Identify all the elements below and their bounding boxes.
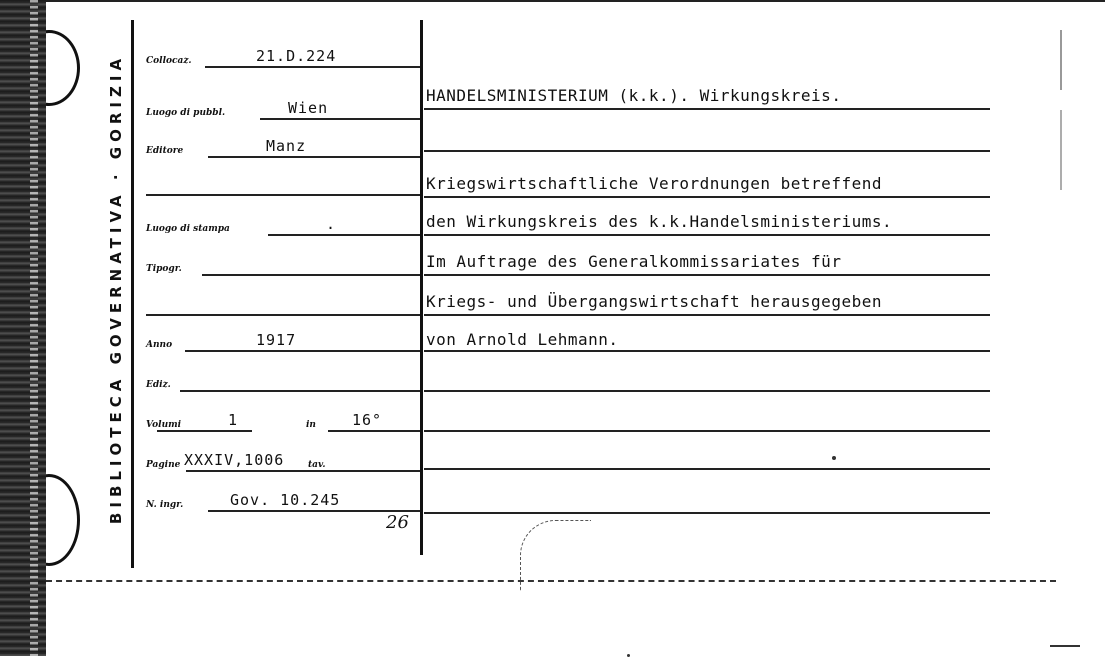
field-rule — [328, 430, 420, 432]
field-rule — [157, 430, 252, 432]
ruled-line — [424, 512, 990, 514]
field-value: . — [326, 215, 337, 233]
field-pagine — [146, 446, 420, 472]
ruled-line — [424, 350, 990, 352]
field-label: Anno — [146, 340, 173, 350]
field-editore — [146, 132, 420, 158]
ink-speck — [832, 456, 836, 460]
field-value: Manz — [266, 137, 307, 155]
field-label: Tipogr. — [146, 264, 182, 274]
field-rule — [202, 274, 420, 276]
ruled-line — [424, 430, 990, 432]
field-label: Pagine — [146, 460, 181, 470]
field-blank — [146, 290, 420, 316]
field-value-format: 16° — [352, 411, 383, 429]
ruled-line — [424, 274, 990, 276]
entry-heading: HANDELSMINISTERIUM (k.k.). Wirkungskreis. — [426, 86, 842, 105]
field-label-in: in — [306, 420, 316, 430]
field-label: Editore — [146, 146, 184, 156]
ruled-line — [424, 314, 990, 316]
field-value: Wien — [288, 99, 329, 117]
card-left-rule — [131, 20, 134, 568]
entry-title-line: Kriegswirtschaftliche Verordnungen betreffend — [426, 174, 882, 193]
field-label: Volumi — [146, 420, 182, 430]
field-rule — [185, 350, 420, 352]
ruled-line — [424, 108, 990, 110]
field-rule — [146, 314, 420, 316]
field-rule — [180, 390, 420, 392]
entry-title-line: den Wirkungskreis des k.k.Handelsministeriums. — [426, 212, 893, 231]
field-label-tav: tav. — [308, 460, 326, 470]
field-numero-ingresso — [146, 486, 420, 512]
field-edizione — [146, 366, 420, 392]
edge-mark — [1050, 645, 1080, 647]
ruled-line — [424, 234, 990, 236]
entry-title-line: Im Auftrage des Generalkommissariates für — [426, 252, 842, 271]
ruled-line — [424, 390, 990, 392]
field-luogo-pubblicazione — [146, 94, 420, 120]
ruled-line — [424, 196, 990, 198]
field-rule — [208, 156, 420, 158]
field-value: Gov. 10.245 — [230, 491, 341, 509]
field-value: 1 — [228, 411, 239, 429]
binding-strip — [0, 0, 46, 656]
edge-mark — [1060, 30, 1062, 90]
field-volumi — [146, 406, 420, 432]
library-stamp-text: BIBLIOTECA GOVERNATIVA · GORIZIA — [107, 53, 126, 525]
field-label: Collocaz. — [146, 56, 192, 66]
field-label: Ediz. — [146, 380, 171, 390]
field-label: Luogo di stampa — [146, 224, 230, 234]
field-collocazione — [146, 42, 420, 68]
field-value: XXXIV,1006 — [184, 451, 285, 469]
card-top-edge — [46, 0, 1105, 2]
edge-mark — [1060, 110, 1062, 190]
ruled-line — [424, 150, 990, 152]
field-tipografia — [146, 250, 420, 276]
field-rule — [340, 470, 420, 472]
field-value: 1917 — [256, 331, 297, 349]
field-label: N. ingr. — [146, 500, 184, 510]
field-label: Luogo di pubbl. — [146, 108, 226, 118]
field-rule — [205, 66, 420, 68]
entry-title-line: Kriegs- und Übergangswirtschaft herausgegeben — [426, 292, 882, 311]
card-column-rule — [420, 20, 423, 555]
field-luogo-stampa — [146, 210, 420, 236]
faded-stamp-arc — [520, 520, 591, 591]
field-blank — [146, 170, 420, 196]
field-value: 21.D.224 — [256, 47, 337, 65]
field-rule — [268, 234, 420, 236]
field-rule — [146, 194, 420, 196]
field-rule — [260, 118, 420, 120]
field-anno — [146, 326, 420, 352]
ruled-line — [424, 468, 990, 470]
field-rule — [186, 470, 346, 472]
handwritten-mark: 26 — [386, 512, 409, 533]
entry-title-line: von Arnold Lehmann. — [426, 330, 619, 349]
